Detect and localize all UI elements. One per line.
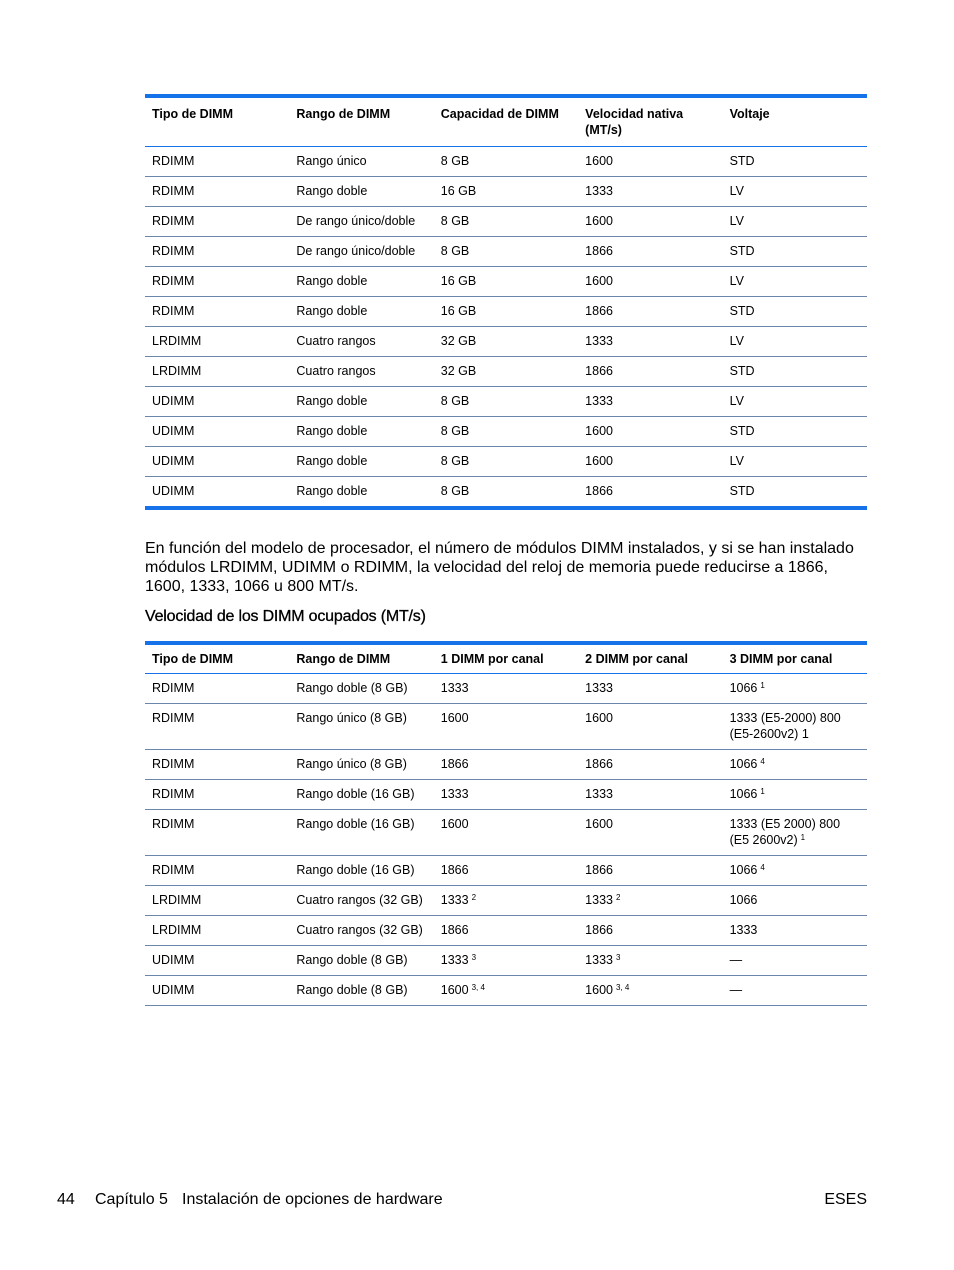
header-dimm-capacity: Capacidad de DIMM (434, 96, 578, 147)
table-cell: Rango doble (289, 297, 433, 327)
table-cell (434, 674, 578, 704)
table-cell: LV (723, 447, 867, 477)
table-cell (723, 704, 867, 750)
table-row (145, 976, 867, 1006)
table-cell (145, 886, 289, 916)
cell-value: 1600 (585, 983, 613, 997)
cell-value: RDIMM (152, 757, 195, 771)
table-cell (145, 916, 289, 946)
cell-value: 1600 (585, 711, 613, 725)
cell-value: 1333 (585, 681, 613, 695)
cell-value: Cuatro rangos (32 GB) (296, 893, 423, 907)
table-cell: LV (723, 267, 867, 297)
header-native-speed: Velocidad nativa (MT/s) (578, 96, 722, 147)
table-cell: Rango único (289, 147, 433, 177)
table-cell: STD (723, 477, 867, 509)
table-row (145, 946, 867, 976)
table-cell: 1333 (578, 327, 722, 357)
table-header-row (145, 96, 867, 147)
table-cell: 16 GB (434, 177, 578, 207)
cell-value: 1333 (440, 681, 469, 695)
table-cell: Rango doble (289, 177, 433, 207)
cell-value: 1866 (585, 757, 613, 771)
chapter-label: Capítulo 5 (95, 1191, 168, 1208)
cell-value: 1333 (729, 923, 758, 937)
table-cell: RDIMM (145, 207, 289, 237)
footnote-reference: 3, 4 (471, 983, 485, 992)
table-cell (434, 916, 578, 946)
table-cell: 1866 (578, 357, 722, 387)
header-dimm-rank: Rango de DIMM (289, 643, 433, 674)
cell-value: 1600 (440, 817, 469, 831)
table-cell: 32 GB (434, 327, 578, 357)
cell-value: 1333 (E5 2000) 800 (E5 2600v2) (729, 817, 841, 847)
table-cell (723, 750, 867, 780)
table-cell (434, 780, 578, 810)
table-row (145, 674, 867, 704)
table-cell: STD (723, 297, 867, 327)
table-cell (145, 704, 289, 750)
table-row (145, 704, 867, 750)
cell-value: 1600 (440, 983, 469, 997)
table-cell (434, 946, 578, 976)
table-cell (145, 810, 289, 856)
table-cell: UDIMM (145, 387, 289, 417)
table-cell: 8 GB (434, 417, 578, 447)
dimm-support-table (145, 94, 867, 510)
table-cell (723, 674, 867, 704)
cell-value: 1333 (585, 953, 613, 967)
table-cell (289, 976, 433, 1006)
footnote-reference: 1 (760, 681, 765, 690)
cell-value: 1066 (729, 757, 758, 771)
cell-value: 1066 (729, 893, 758, 907)
table-cell (434, 886, 578, 916)
table-cell: 8 GB (434, 477, 578, 509)
cell-value: 1066 (729, 681, 758, 695)
cell-value: 1333 (440, 893, 469, 907)
table-cell (578, 946, 722, 976)
header-2-dimm-per-channel: 2 DIMM por canal (578, 643, 722, 674)
table-cell (145, 780, 289, 810)
table-cell: 8 GB (434, 207, 578, 237)
table-cell (578, 674, 722, 704)
cell-value: RDIMM (152, 787, 195, 801)
table-cell: Rango doble (289, 477, 433, 509)
table-cell (145, 674, 289, 704)
table-cell: LV (723, 207, 867, 237)
cell-value: — (729, 953, 743, 967)
cell-value: 1866 (440, 923, 469, 937)
table-cell: STD (723, 147, 867, 177)
table-row (145, 237, 867, 267)
table-row (145, 780, 867, 810)
table-row (145, 357, 867, 387)
table-cell: Rango doble (289, 417, 433, 447)
cell-value: Rango doble (16 GB) (296, 817, 415, 831)
cell-value: 1600 (440, 711, 469, 725)
table-cell: 8 GB (434, 387, 578, 417)
cell-value: 1333 (440, 787, 469, 801)
table-cell: LV (723, 387, 867, 417)
table-cell: LV (723, 177, 867, 207)
table-cell (723, 946, 867, 976)
cell-value: 1066 (729, 787, 758, 801)
table-cell: 8 GB (434, 447, 578, 477)
table-row (145, 297, 867, 327)
table-cell (434, 856, 578, 886)
cell-value: Rango doble (16 GB) (296, 787, 415, 801)
table-cell (145, 976, 289, 1006)
table-cell: Cuatro rangos (289, 327, 433, 357)
table-cell: Rango doble (289, 447, 433, 477)
table-row (145, 147, 867, 177)
cell-value: 1866 (585, 923, 613, 937)
footnote-reference: 2 (471, 893, 477, 902)
table-row (145, 856, 867, 886)
table-row (145, 387, 867, 417)
dimm-support-table-body (145, 147, 867, 509)
table-cell: 8 GB (434, 147, 578, 177)
footnote-reference: 4 (760, 863, 765, 872)
table-cell: STD (723, 417, 867, 447)
table-cell: De rango único/doble (289, 237, 433, 267)
table-cell: LRDIMM (145, 327, 289, 357)
header-dimm-type: Tipo de DIMM (145, 643, 289, 674)
table-cell (723, 780, 867, 810)
chapter-title: Instalación de opciones de hardware (182, 1191, 443, 1208)
table-cell (578, 810, 722, 856)
table-row (145, 417, 867, 447)
table-cell: 1600 (578, 417, 722, 447)
dimm-speed-table-body (145, 674, 867, 1006)
cell-value: 1866 (585, 863, 613, 877)
table-cell (723, 856, 867, 886)
cell-value: Rango único (8 GB) (296, 757, 407, 771)
cell-value: LRDIMM (152, 923, 202, 937)
table-row (145, 327, 867, 357)
header-1-dimm-per-channel: 1 DIMM por canal (434, 643, 578, 674)
table-row (145, 267, 867, 297)
table-cell: RDIMM (145, 267, 289, 297)
table-cell (578, 704, 722, 750)
footnote-reference: 1 (800, 833, 806, 842)
table-cell: UDIMM (145, 447, 289, 477)
table-cell: STD (723, 237, 867, 267)
table-cell (289, 780, 433, 810)
footnote-reference: 3, 4 (615, 983, 630, 992)
table-cell (289, 810, 433, 856)
table-row (145, 886, 867, 916)
table-cell: RDIMM (145, 147, 289, 177)
table-cell: UDIMM (145, 417, 289, 447)
table-cell (289, 674, 433, 704)
table-cell: 1333 (578, 387, 722, 417)
table-cell (723, 886, 867, 916)
cell-value: 1333 (440, 953, 469, 967)
header-dimm-type: Tipo de DIMM (145, 96, 289, 147)
table-cell (578, 780, 722, 810)
cell-value: — (729, 983, 743, 997)
table-cell: RDIMM (145, 237, 289, 267)
table-cell (723, 916, 867, 946)
table-row (145, 177, 867, 207)
cell-value: UDIMM (152, 953, 195, 967)
table-cell (578, 976, 722, 1006)
table-cell: 1333 (578, 177, 722, 207)
table-row (145, 750, 867, 780)
header-voltage: Voltaje (723, 96, 867, 147)
cell-value: LRDIMM (152, 893, 202, 907)
locale-code: ESES (824, 1191, 867, 1208)
header-3-dimm-per-channel: 3 DIMM por canal (723, 643, 867, 674)
table-cell: RDIMM (145, 297, 289, 327)
cell-value: 1333 (585, 893, 613, 907)
table-cell: 1600 (578, 147, 722, 177)
table-cell: Rango doble (289, 267, 433, 297)
table-cell (145, 856, 289, 886)
table-cell (434, 976, 578, 1006)
table-cell: 1866 (578, 477, 722, 509)
table-cell (145, 750, 289, 780)
table-cell (578, 856, 722, 886)
table-cell (434, 810, 578, 856)
cell-value: Rango doble (8 GB) (296, 983, 408, 997)
footnote-reference: 3 (615, 953, 621, 962)
cell-value: RDIMM (152, 681, 195, 695)
table-row (145, 916, 867, 946)
table-cell: 1600 (578, 447, 722, 477)
table-cell: Rango doble (289, 387, 433, 417)
table-cell (289, 704, 433, 750)
footnote-reference: 4 (760, 757, 765, 766)
cell-value: RDIMM (152, 863, 195, 877)
cell-value: Cuatro rangos (32 GB) (296, 923, 423, 937)
cell-value: 1600 (585, 817, 613, 831)
table-cell (289, 856, 433, 886)
table-cell: 32 GB (434, 357, 578, 387)
table-cell: 16 GB (434, 297, 578, 327)
cell-value: Rango doble (16 GB) (296, 863, 415, 877)
table-cell: UDIMM (145, 477, 289, 509)
footnote-reference: 2 (615, 893, 621, 902)
table-cell (434, 704, 578, 750)
cell-value: 1866 (440, 757, 469, 771)
table-cell (289, 886, 433, 916)
table-cell (578, 750, 722, 780)
cell-value: RDIMM (152, 817, 195, 831)
table-cell: 1600 (578, 267, 722, 297)
table-cell: 8 GB (434, 237, 578, 267)
table-cell: 1866 (578, 297, 722, 327)
table-cell: LRDIMM (145, 357, 289, 387)
cell-value: 1066 (729, 863, 758, 877)
table-cell: 1866 (578, 237, 722, 267)
cell-value: RDIMM (152, 711, 195, 725)
table-cell: Cuatro rangos (289, 357, 433, 387)
table-cell: STD (723, 357, 867, 387)
table-cell (289, 916, 433, 946)
table-cell: De rango único/doble (289, 207, 433, 237)
header-dimm-rank: Rango de DIMM (289, 96, 433, 147)
table-cell (723, 810, 867, 856)
section-heading: Velocidad de los DIMM ocupados (MT/s) (145, 608, 426, 625)
table-row (145, 447, 867, 477)
cell-value: Rango doble (8 GB) (296, 681, 408, 695)
cell-value: Rango doble (8 GB) (296, 953, 408, 967)
table-cell: LV (723, 327, 867, 357)
table-cell (289, 946, 433, 976)
cell-value: Rango único (8 GB) (296, 711, 407, 725)
table-cell (578, 886, 722, 916)
page-number: 44 (57, 1191, 75, 1208)
footnote-reference: 1 (760, 787, 765, 796)
table-cell (434, 750, 578, 780)
table-cell (145, 946, 289, 976)
cell-value: 1333 (585, 787, 613, 801)
table-header-row (145, 643, 867, 674)
table-cell: 1600 (578, 207, 722, 237)
table-cell: RDIMM (145, 177, 289, 207)
dimm-speed-table (145, 641, 867, 1006)
table-row (145, 207, 867, 237)
table-cell (723, 976, 867, 1006)
intro-paragraph: En función del modelo de procesador, el número de módulos DIMM instalados, y si se han instalado módulos LRDIMM, UDIMM o RDIMM, la velocidad del reloj de memoria puede reducirse a 1866, 1600, 1333, 1066 u 800 MT/s. (145, 540, 854, 595)
cell-value: 1866 (440, 863, 469, 877)
table-row (145, 810, 867, 856)
table-row (145, 477, 867, 509)
footnote-reference: 3 (471, 953, 477, 962)
table-cell (578, 916, 722, 946)
cell-value: 1333 (E5-2000) 800 (E5-2600v2) 1 (729, 711, 841, 741)
table-cell (289, 750, 433, 780)
cell-value: UDIMM (152, 983, 195, 997)
table-cell: 16 GB (434, 267, 578, 297)
